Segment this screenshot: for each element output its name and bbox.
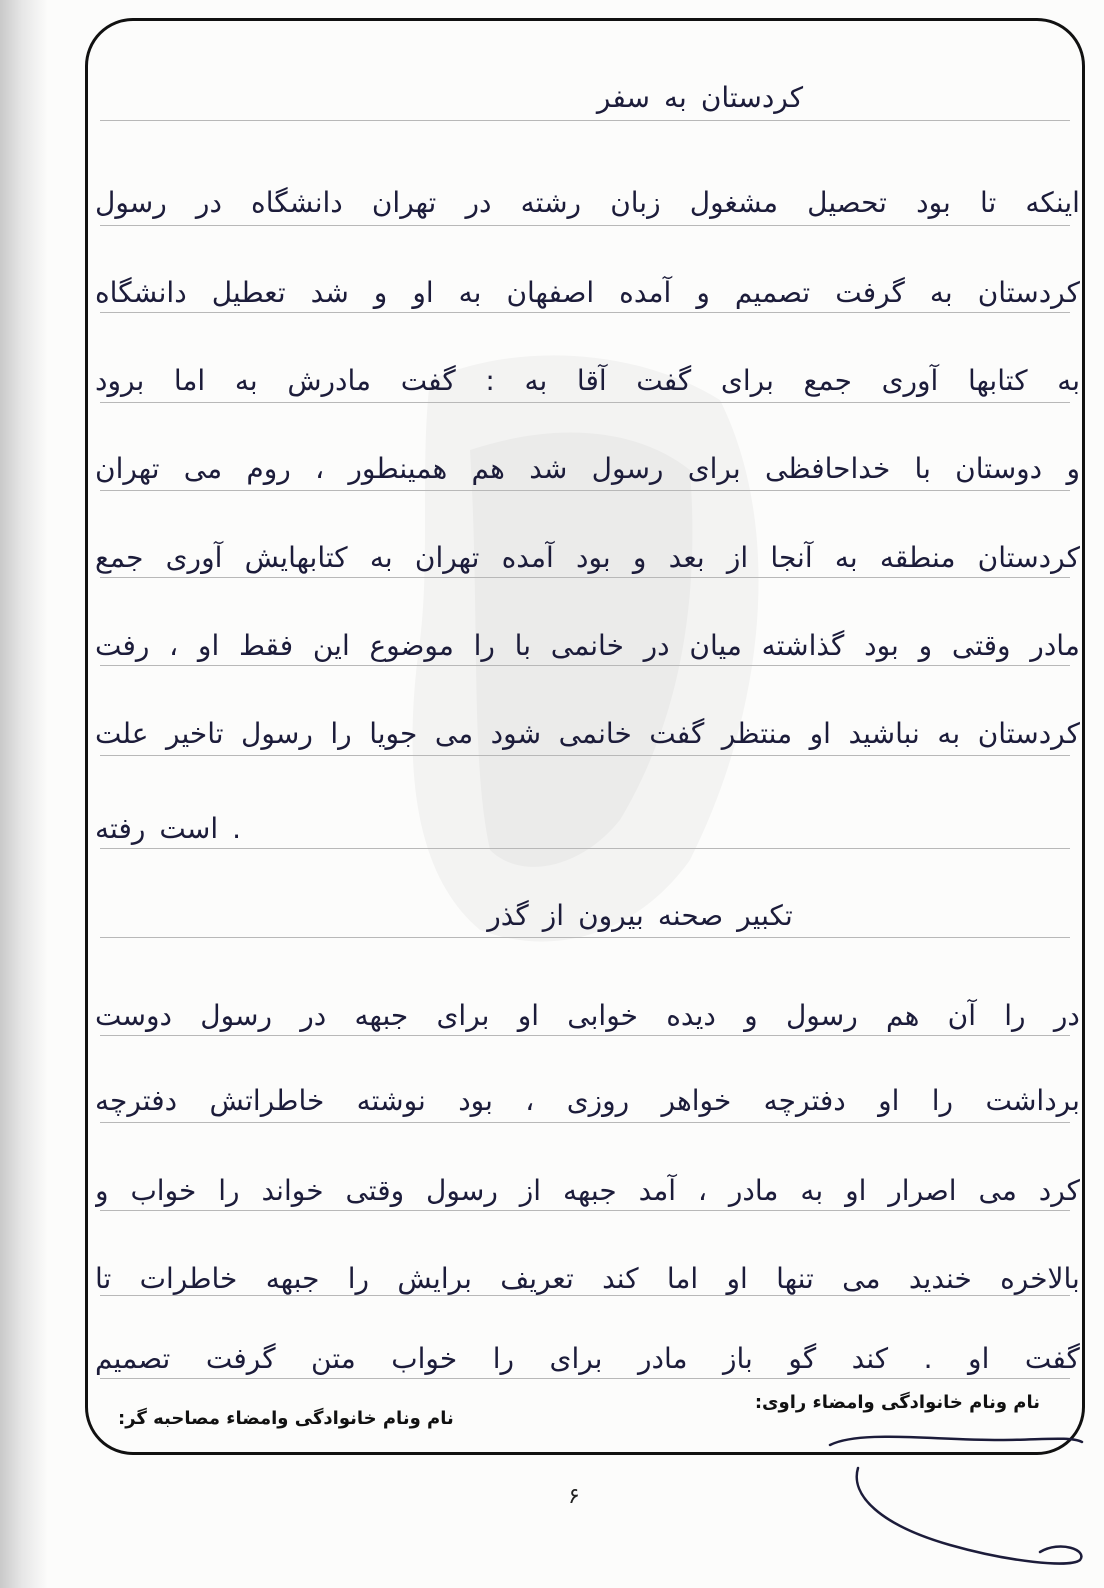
ruled-line (100, 120, 1070, 121)
handwritten-word: مشغول (689, 185, 779, 219)
handwritten-word: گفت (636, 363, 692, 397)
handwritten-word: تهران (371, 185, 437, 219)
handwritten-line (95, 446, 1080, 490)
handwritten-word: در (643, 628, 670, 662)
handwritten-word: کرد (1038, 1173, 1080, 1207)
handwritten-word: خندید (908, 1261, 972, 1295)
handwritten-word: وقتی (951, 628, 1011, 662)
handwritten-word: دفترچه (763, 1083, 846, 1117)
handwritten-word: آن (947, 998, 977, 1032)
page-number: ۶ (568, 1484, 580, 1509)
handwritten-word: فقط (238, 628, 294, 662)
handwritten-word: گفت (1024, 1341, 1080, 1375)
handwritten-word: خداحافظی (764, 451, 891, 485)
handwritten-word: رسول (95, 185, 167, 219)
handwritten-word: برایش (397, 1261, 472, 1295)
handwritten-line (95, 993, 1080, 1037)
handwritten-word: جبهه (354, 998, 409, 1032)
handwritten-word: منطقه (879, 540, 956, 574)
handwritten-word: و (696, 275, 710, 309)
handwritten-word: و (918, 628, 933, 662)
handwritten-word: همینطور (348, 451, 448, 485)
narrator-signature-label: نام ونام خانوادگی وامضاء راوی: (754, 1392, 1040, 1413)
handwritten-word: و (1066, 451, 1080, 485)
handwritten-word: تهران (414, 540, 480, 574)
handwritten-word: آمده (501, 540, 554, 574)
handwritten-word: مادر (1030, 628, 1080, 662)
handwritten-word: اصرار (888, 1173, 957, 1207)
handwritten-word: شود (490, 716, 542, 750)
handwritten-word: در (465, 185, 492, 219)
handwritten-word: مادر (728, 1173, 779, 1207)
handwritten-word: رسول (591, 451, 664, 485)
handwritten-word: ، (315, 451, 325, 485)
handwritten-word: او (726, 1261, 748, 1295)
handwritten-word: سفر (596, 80, 650, 114)
handwritten-word: ، (697, 1173, 707, 1207)
handwritten-word: آقا (576, 363, 607, 397)
handwritten-word: او (845, 1173, 867, 1207)
handwritten-word: از (542, 898, 565, 932)
handwritten-word: علت (95, 716, 149, 750)
handwritten-word: تنها (776, 1261, 814, 1295)
handwritten-word: اینکه (1025, 185, 1080, 219)
handwritten-word: به (369, 540, 393, 574)
handwritten-line (95, 623, 1080, 667)
handwritten-word: با (514, 628, 531, 662)
handwritten-word: کتابها (967, 363, 1028, 397)
handwritten-word: گرفت (205, 1341, 276, 1375)
handwritten-word: رسول (200, 998, 273, 1032)
handwritten-word: تعریف (500, 1261, 574, 1295)
handwritten-word: با (914, 451, 931, 485)
handwritten-word: جویا (369, 716, 418, 750)
handwritten-word: برای (549, 1341, 603, 1375)
handwritten-word: دفترچه (95, 1083, 178, 1117)
handwritten-word: روزی (566, 1083, 630, 1117)
handwritten-word: . (923, 1341, 933, 1375)
handwritten-word: دانشگاه (251, 185, 343, 219)
handwritten-word: او (517, 998, 540, 1032)
handwritten-word: منتظر (721, 716, 793, 750)
handwritten-word: کردستان (700, 80, 804, 114)
handwritten-word: برای (436, 998, 490, 1032)
handwritten-word: به (800, 1173, 824, 1207)
ruled-line (100, 402, 1070, 403)
interviewer-signature-label: نام ونام خانوادگی وامضاء مصاحبه گر: (118, 1408, 454, 1429)
handwritten-word: ، (169, 628, 179, 662)
handwritten-word: گذاشته (761, 628, 845, 662)
handwritten-word: کند (851, 1341, 889, 1375)
handwritten-word: خواهر (661, 1083, 732, 1117)
handwritten-word: آوری (165, 540, 223, 574)
handwritten-word: این (312, 628, 350, 662)
handwritten-word: برود (95, 363, 145, 397)
handwritten-word: تا (979, 185, 997, 219)
handwritten-word: مادرش (287, 363, 372, 397)
handwritten-word: را (347, 1261, 370, 1295)
handwritten-word: او (878, 1083, 900, 1117)
handwritten-word: به (834, 540, 858, 574)
handwritten-word: است (159, 811, 219, 845)
handwritten-word: اما (173, 363, 206, 397)
handwritten-word: به (524, 363, 548, 397)
handwritten-word: بود (916, 185, 951, 219)
handwritten-word: جبهه (265, 1261, 320, 1295)
handwritten-word: می (434, 716, 474, 750)
handwritten-word: به (664, 80, 687, 114)
handwritten-word: جبهه (562, 1173, 617, 1207)
handwritten-word: خواب (130, 1173, 197, 1207)
handwritten-word: می (978, 1173, 1017, 1207)
handwritten-word: را (492, 1341, 515, 1375)
handwritten-line (95, 1168, 1080, 1212)
section-title (470, 893, 810, 937)
handwritten-word: را (1004, 998, 1026, 1032)
handwritten-line (95, 1078, 1080, 1122)
handwritten-word: جمع (803, 363, 852, 397)
handwritten-word: می (183, 451, 223, 485)
handwritten-line (95, 358, 1080, 402)
handwritten-word: و (744, 998, 758, 1032)
handwritten-word: را (473, 628, 495, 662)
handwritten-word: اصفهان (506, 275, 595, 309)
handwritten-word: او (412, 275, 434, 309)
handwritten-word: صحنه (657, 898, 724, 932)
handwritten-word: تا (95, 1261, 112, 1295)
handwritten-word: گفت (649, 716, 705, 750)
handwritten-word: اما (666, 1261, 699, 1295)
handwritten-word: دانشگاه (95, 275, 187, 309)
handwritten-word: رسول (241, 716, 313, 750)
handwritten-word: خانمی (558, 716, 632, 750)
handwritten-word: خواند (261, 1173, 324, 1207)
handwritten-word: کردستان (977, 275, 1080, 309)
handwritten-word: خواب (391, 1341, 458, 1375)
handwritten-word: نباشید (848, 716, 920, 750)
handwritten-word: آنجا (770, 540, 813, 574)
handwritten-word: می (842, 1261, 881, 1295)
handwritten-word: نوشته (356, 1083, 426, 1117)
handwritten-word: و (95, 1173, 109, 1207)
handwritten-word: را (218, 1173, 240, 1207)
handwritten-word: رسول (785, 998, 858, 1032)
handwritten-word: تهران (95, 451, 160, 485)
handwritten-word: متن (311, 1341, 356, 1375)
handwritten-word: تعطیل (211, 275, 286, 309)
handwritten-word: گرفت (835, 275, 905, 309)
handwritten-word: دیده (666, 998, 716, 1032)
handwritten-word: هم (471, 451, 505, 485)
ruled-line (100, 755, 1070, 756)
handwritten-word: شد (529, 451, 568, 485)
handwritten-word: خانمی (550, 628, 624, 662)
handwritten-word: زبان (610, 185, 661, 219)
handwritten-word: وقتی (345, 1173, 405, 1207)
handwritten-word: دوست (95, 998, 172, 1032)
handwritten-line (95, 535, 1080, 579)
handwritten-word: خاطرات (139, 1261, 238, 1295)
handwritten-word: بود (575, 540, 611, 574)
handwritten-word: بالاخره (1000, 1261, 1080, 1295)
handwritten-word: تصمیم (95, 1341, 171, 1375)
ruled-line (100, 937, 1070, 938)
handwritten-word: او (968, 1341, 990, 1375)
handwritten-word: به (1057, 363, 1080, 397)
handwritten-word: بود (864, 628, 899, 662)
handwritten-word: به (234, 363, 258, 397)
handwritten-word: روم (246, 451, 291, 485)
handwritten-word: برای (687, 451, 741, 485)
handwritten-word: به (458, 275, 482, 309)
handwritten-word: را (931, 1083, 954, 1117)
handwritten-word: از (726, 540, 749, 574)
handwritten-word: از (519, 1173, 542, 1207)
handwritten-word: گذر (487, 898, 529, 932)
handwritten-word: جمع (95, 540, 144, 574)
handwritten-word: رفت (95, 628, 150, 662)
handwritten-word: رسول (426, 1173, 498, 1207)
ruled-line (100, 490, 1070, 491)
handwritten-word: گو (788, 1341, 817, 1375)
handwritten-word: را (330, 716, 352, 750)
handwritten-word: آمده (619, 275, 672, 309)
handwritten-line (95, 711, 1080, 755)
handwritten-word: خاطراتش (209, 1083, 325, 1117)
handwritten-line (95, 270, 1080, 314)
handwritten-line (95, 806, 1080, 850)
handwritten-word: و (373, 275, 388, 309)
handwritten-line (95, 1256, 1080, 1300)
handwritten-word: کند (602, 1261, 639, 1295)
handwritten-word: تکبیر (737, 898, 793, 932)
handwritten-word: تحصیل (807, 185, 887, 219)
handwritten-word: . (232, 811, 242, 845)
handwritten-line (95, 1336, 1080, 1380)
handwritten-word: رفته (95, 811, 146, 845)
handwritten-word: او (197, 628, 220, 662)
handwritten-word: آوری (881, 363, 939, 397)
handwritten-word: تصمیم (734, 275, 811, 309)
handwritten-word: بیرون (578, 898, 644, 932)
handwritten-word: خوابی (567, 998, 638, 1032)
handwritten-word: هم (886, 998, 920, 1032)
handwritten-word: به (937, 716, 961, 750)
handwritten-word: برای (720, 363, 774, 397)
handwritten-word: مادر (637, 1341, 688, 1375)
handwritten-word: در (195, 185, 222, 219)
handwritten-word: موضوع (369, 628, 454, 662)
handwritten-word: کردستان (977, 540, 1080, 574)
section-title (560, 75, 840, 119)
handwritten-word: شد (310, 275, 349, 309)
handwritten-word: در (300, 998, 327, 1032)
handwritten-word: رشته (520, 185, 582, 219)
handwritten-word: گفت (400, 363, 456, 397)
handwritten-word: در (1053, 998, 1080, 1032)
handwritten-word: دوستان (955, 451, 1043, 485)
handwritten-word: آمد (638, 1173, 677, 1207)
ruled-line (100, 225, 1070, 226)
handwritten-word: بعد (668, 540, 705, 574)
handwritten-word: بود (458, 1083, 493, 1117)
handwritten-word: و (632, 540, 647, 574)
handwritten-word: میان (689, 628, 742, 662)
handwritten-word: کردستان (977, 716, 1080, 750)
handwritten-word: او (809, 716, 831, 750)
handwritten-line (95, 180, 1080, 224)
binding-shadow (0, 0, 48, 1588)
handwritten-word: ، (525, 1083, 535, 1117)
handwritten-word: برداشت (985, 1083, 1080, 1117)
handwritten-word: باز (723, 1341, 753, 1375)
handwritten-word: : (485, 363, 495, 397)
handwritten-word: تاخیر (166, 716, 224, 750)
handwritten-word: به (929, 275, 953, 309)
handwritten-word: کتابهایش (244, 540, 348, 574)
ruled-line (100, 1122, 1070, 1123)
